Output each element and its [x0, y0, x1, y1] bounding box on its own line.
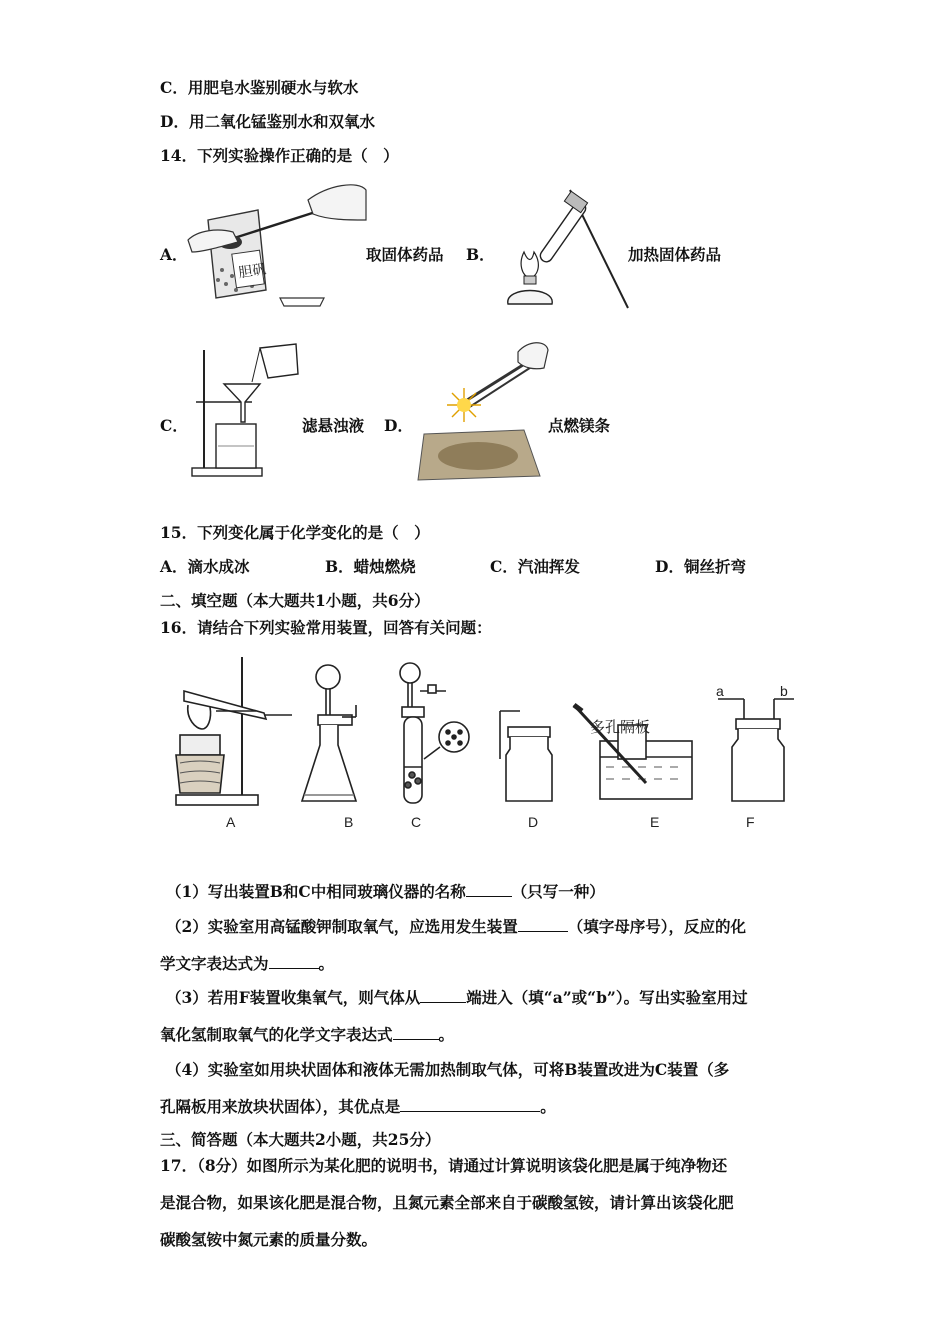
section-2-heading: 二、填空题（本大题共1小题，共6分） — [160, 591, 430, 610]
apparatus-f — [718, 699, 794, 801]
apparatus-d — [500, 711, 552, 801]
q13-option-c: C．用肥皂水鉴别硬水与软水 — [160, 78, 359, 97]
q16-part4-line1: （4）实验室如用块状固体和液体无需加热制取气体，可将B装置改进为C装置（多 — [166, 1060, 730, 1079]
answer-blank[interactable] — [269, 954, 319, 969]
fig-burn-magnesium — [414, 338, 550, 484]
fig-heat-solid — [500, 186, 630, 314]
q14-stem: 14．下列实验操作正确的是（ ） — [160, 146, 399, 165]
answer-blank[interactable] — [420, 988, 466, 1003]
apparatus-label-d: D — [528, 814, 539, 830]
fig-take-solid — [188, 180, 368, 310]
q14-d-letter: D． — [384, 416, 413, 435]
answer-blank[interactable] — [400, 1097, 540, 1112]
q16-part1: （1）写出装置B和C中相同玻璃仪器的名称 （只写一种） — [166, 882, 605, 901]
port-a-label: a — [716, 683, 724, 699]
q15-option-a: A．滴水成冰 — [160, 557, 250, 576]
q15-stem: 15．下列变化属于化学变化的是（ ） — [160, 523, 430, 542]
q14-c-letter: C． — [160, 416, 188, 435]
q17-line1: 17．（8分）如图所示为某化肥的说明书，请通过计算说明该袋化肥是属于纯净物还 — [160, 1156, 728, 1175]
port-b-label: b — [780, 683, 788, 699]
q15-option-b: B．蜡烛燃烧 — [325, 557, 416, 576]
q15-option-c: C．汽油挥发 — [490, 557, 580, 576]
apparatus-label-a: A — [226, 814, 236, 830]
fig-apparatus-set — [170, 655, 800, 810]
q14-a-caption: 取固体药品 — [366, 245, 444, 264]
q15-option-d: D．铜丝折弯 — [655, 557, 746, 576]
apparatus-c — [400, 663, 469, 803]
answer-blank[interactable] — [518, 917, 568, 932]
apparatus-label-b: B — [344, 814, 354, 830]
answer-blank[interactable] — [466, 882, 512, 897]
q16-part4-line2: 孔隔板用来放块状固体），其优点是 。 — [160, 1097, 556, 1116]
apparatus-label-e: E — [650, 814, 660, 830]
q14-c-caption: 滤悬浊液 — [302, 416, 365, 435]
q16-stem: 16．请结合下列实验常用装置，回答有关问题： — [160, 618, 492, 637]
q16-part2-line2: 学文字表达式为 。 — [160, 954, 335, 973]
apparatus-label-c: C — [411, 814, 422, 830]
q17-line3: 碳酸氢铵中氮元素的质量分数。 — [160, 1230, 378, 1249]
answer-blank[interactable] — [393, 1025, 439, 1040]
q14-b-caption: 加热固体药品 — [628, 245, 722, 264]
q16-part3-line2: 氧化氢制取氧气的化学文字表达式 。 — [160, 1025, 455, 1044]
apparatus-label-f: F — [746, 814, 755, 830]
q16-part3-line1: （3）若用F装置收集氧气，则气体从 端进入（填“a”或“b”）。写出实验室用过 — [166, 988, 748, 1007]
q16-part2-line1: （2）实验室用高锰酸钾制取氧气，应选用发生装置 （填字母序号），反应的化 — [166, 917, 747, 936]
q17-line2: 是混合物，如果该化肥是混合物，且氮元素全部来自于碳酸氢铵，请计算出该袋化肥 — [160, 1193, 734, 1212]
q14-b-letter: B． — [466, 245, 495, 264]
fig-filtration — [190, 340, 305, 480]
apparatus-a — [176, 657, 292, 805]
q14-a-letter: A． — [160, 245, 188, 264]
porous-plate-label: 多孔隔板 — [590, 719, 651, 736]
q14-d-caption: 点燃镁条 — [548, 416, 611, 435]
bag-label-text: 胆矾 — [237, 261, 268, 282]
apparatus-b — [302, 665, 356, 801]
section-3-heading: 三、简答题（本大题共2小题，共25分） — [160, 1130, 441, 1149]
q13-option-d: D．用二氧化锰鉴别水和双氧水 — [160, 112, 375, 131]
